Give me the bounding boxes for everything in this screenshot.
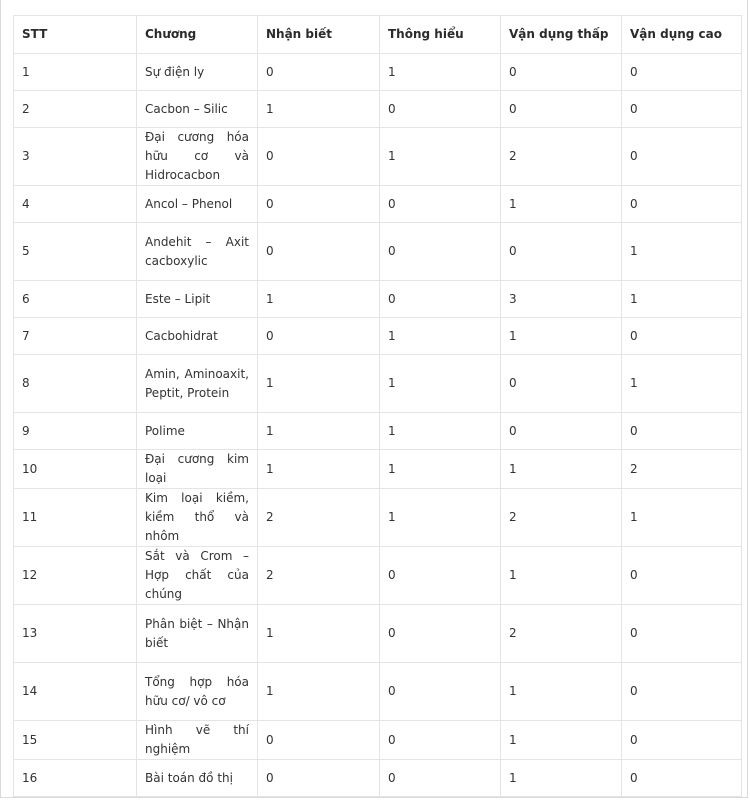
table-row bbox=[14, 91, 742, 128]
cell-comprehension: 0 bbox=[380, 760, 501, 797]
cell-high-application: 0 bbox=[622, 91, 742, 128]
cell-stt: 3 bbox=[14, 128, 137, 186]
cell-stt: 13 bbox=[14, 605, 137, 663]
cell-recognition: 0 bbox=[258, 318, 380, 355]
cell-high-application: 0 bbox=[622, 547, 742, 605]
cell-low-application: 0 bbox=[501, 223, 622, 281]
cell-recognition: 0 bbox=[258, 223, 380, 281]
cell-comprehension: 0 bbox=[380, 186, 501, 223]
cell-high-application: 0 bbox=[622, 128, 742, 186]
header-low-application: Vận dụng thấp bbox=[501, 16, 622, 54]
header-high-application: Vận dụng cao bbox=[622, 16, 742, 54]
cell-low-application: 1 bbox=[501, 186, 622, 223]
cell-comprehension: 1 bbox=[380, 128, 501, 186]
cell-recognition: 1 bbox=[258, 663, 380, 721]
cell-chapter: Sự điện ly bbox=[137, 54, 258, 91]
cell-low-application: 1 bbox=[501, 547, 622, 605]
cell-recognition: 0 bbox=[258, 760, 380, 797]
cell-high-application: 2 bbox=[622, 450, 742, 489]
cell-low-application: 1 bbox=[501, 450, 622, 489]
cell-stt: 11 bbox=[14, 489, 137, 547]
table-row bbox=[14, 281, 742, 318]
cell-stt: 1 bbox=[14, 54, 137, 91]
table-row bbox=[14, 223, 742, 281]
table-row bbox=[14, 413, 742, 450]
cell-chapter: Amin, Aminoaxit, Peptit, Protein bbox=[137, 355, 258, 413]
table-row bbox=[14, 663, 742, 721]
cell-recognition: 1 bbox=[258, 413, 380, 450]
cell-comprehension: 1 bbox=[380, 355, 501, 413]
cell-high-application: 0 bbox=[622, 760, 742, 797]
cell-high-application: 0 bbox=[622, 54, 742, 91]
cell-stt: 15 bbox=[14, 721, 137, 760]
header-stt: STT bbox=[14, 16, 137, 54]
table-row bbox=[14, 450, 742, 489]
cell-high-application: 0 bbox=[622, 605, 742, 663]
cell-recognition: 0 bbox=[258, 54, 380, 91]
cell-stt: 4 bbox=[14, 186, 137, 223]
cell-high-application: 1 bbox=[622, 355, 742, 413]
cell-comprehension: 1 bbox=[380, 54, 501, 91]
table-row bbox=[14, 760, 742, 797]
table-row bbox=[14, 721, 742, 760]
cell-low-application: 2 bbox=[501, 489, 622, 547]
cell-chapter: Kim loại kiềm, kiềm thổ và nhôm bbox=[137, 489, 258, 547]
table-row bbox=[14, 489, 742, 547]
cell-recognition: 1 bbox=[258, 450, 380, 489]
cell-comprehension: 1 bbox=[380, 489, 501, 547]
cell-chapter: Hình vẽ thí nghiệm bbox=[137, 721, 258, 760]
cell-stt: 12 bbox=[14, 547, 137, 605]
cell-low-application: 1 bbox=[501, 721, 622, 760]
cell-low-application: 2 bbox=[501, 128, 622, 186]
cell-stt: 9 bbox=[14, 413, 137, 450]
cell-comprehension: 0 bbox=[380, 91, 501, 128]
header-chapter: Chương bbox=[137, 16, 258, 54]
cell-low-application: 0 bbox=[501, 355, 622, 413]
cell-recognition: 1 bbox=[258, 91, 380, 128]
cell-high-application: 0 bbox=[622, 318, 742, 355]
cell-low-application: 0 bbox=[501, 54, 622, 91]
cell-comprehension: 0 bbox=[380, 547, 501, 605]
cell-stt: 5 bbox=[14, 223, 137, 281]
cell-comprehension: 1 bbox=[380, 413, 501, 450]
cell-recognition: 0 bbox=[258, 128, 380, 186]
header-recognition: Nhận biết bbox=[258, 16, 380, 54]
cell-recognition: 1 bbox=[258, 281, 380, 318]
cell-recognition: 2 bbox=[258, 489, 380, 547]
cell-chapter: Este – Lipit bbox=[137, 281, 258, 318]
table-body bbox=[14, 54, 742, 797]
cell-chapter: Đại cương kim loại bbox=[137, 450, 258, 489]
cell-comprehension: 0 bbox=[380, 721, 501, 760]
table-row bbox=[14, 547, 742, 605]
cell-stt: 7 bbox=[14, 318, 137, 355]
table-row bbox=[14, 605, 742, 663]
cell-low-application: 2 bbox=[501, 605, 622, 663]
table-row bbox=[14, 54, 742, 91]
cell-stt: 8 bbox=[14, 355, 137, 413]
question-distribution-table bbox=[13, 15, 742, 797]
cell-comprehension: 0 bbox=[380, 663, 501, 721]
cell-low-application: 1 bbox=[501, 663, 622, 721]
cell-high-application: 1 bbox=[622, 489, 742, 547]
cell-chapter: Andehit – Axit cacboxylic bbox=[137, 223, 258, 281]
cell-chapter: Sắt và Crom – Hợp chất của chúng bbox=[137, 547, 258, 605]
cell-chapter: Ancol – Phenol bbox=[137, 186, 258, 223]
cell-low-application: 0 bbox=[501, 91, 622, 128]
cell-low-application: 1 bbox=[501, 318, 622, 355]
cell-comprehension: 0 bbox=[380, 605, 501, 663]
cell-high-application: 0 bbox=[622, 186, 742, 223]
cell-low-application: 3 bbox=[501, 281, 622, 318]
cell-chapter: Cacbon – Silic bbox=[137, 91, 258, 128]
cell-high-application: 0 bbox=[622, 663, 742, 721]
table-row bbox=[14, 318, 742, 355]
cell-high-application: 1 bbox=[622, 223, 742, 281]
table-row bbox=[14, 355, 742, 413]
cell-low-application: 1 bbox=[501, 760, 622, 797]
cell-chapter: Bài toán đồ thị bbox=[137, 760, 258, 797]
cell-stt: 10 bbox=[14, 450, 137, 489]
cell-comprehension: 1 bbox=[380, 450, 501, 489]
cell-comprehension: 0 bbox=[380, 223, 501, 281]
cell-high-application: 0 bbox=[622, 721, 742, 760]
cell-low-application: 0 bbox=[501, 413, 622, 450]
cell-comprehension: 1 bbox=[380, 318, 501, 355]
cell-recognition: 2 bbox=[258, 547, 380, 605]
cell-stt: 6 bbox=[14, 281, 137, 318]
cell-chapter: Đại cương hóa hữu cơ và Hidrocacbon bbox=[137, 128, 258, 186]
cell-high-application: 0 bbox=[622, 413, 742, 450]
cell-recognition: 1 bbox=[258, 605, 380, 663]
cell-chapter: Cacbohidrat bbox=[137, 318, 258, 355]
cell-recognition: 0 bbox=[258, 186, 380, 223]
header-comprehension: Thông hiểu bbox=[380, 16, 501, 54]
table-row bbox=[14, 186, 742, 223]
table-header bbox=[14, 16, 742, 54]
cell-chapter: Phân biệt – Nhận biết bbox=[137, 605, 258, 663]
cell-high-application: 1 bbox=[622, 281, 742, 318]
cell-chapter: Polime bbox=[137, 413, 258, 450]
cell-stt: 2 bbox=[14, 91, 137, 128]
cell-recognition: 0 bbox=[258, 721, 380, 760]
cell-recognition: 1 bbox=[258, 355, 380, 413]
cell-comprehension: 0 bbox=[380, 281, 501, 318]
cell-stt: 16 bbox=[14, 760, 137, 797]
cell-stt: 14 bbox=[14, 663, 137, 721]
cell-chapter: Tổng hợp hóa hữu cơ/ vô cơ bbox=[137, 663, 258, 721]
header-row bbox=[14, 16, 742, 54]
table-row bbox=[14, 128, 742, 186]
